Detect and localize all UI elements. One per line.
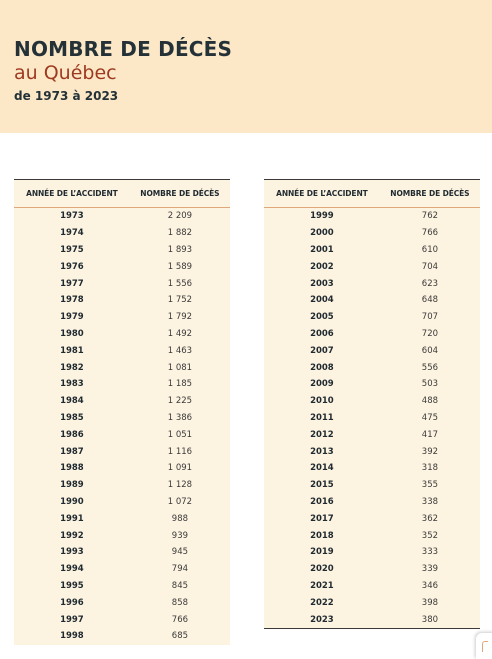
deaths-cell: 417 <box>421 429 439 440</box>
table-row <box>14 477 230 494</box>
year-cell: 1978 <box>60 295 84 306</box>
deaths-cell: 346 <box>421 580 439 591</box>
deaths-cell: 766 <box>421 228 439 239</box>
year-cell: 1974 <box>60 228 84 239</box>
deaths-cell: 1 589 <box>167 261 193 272</box>
table-row <box>14 578 230 595</box>
table-row <box>14 561 230 578</box>
table-row <box>264 258 480 275</box>
year-cell: 1981 <box>60 345 84 356</box>
deaths-cell: 380 <box>380 611 480 628</box>
deaths-cell: 858 <box>171 597 189 608</box>
deaths-cell: 1 556 <box>167 278 193 289</box>
period-label: de 1973 à 2023 <box>14 89 119 103</box>
deaths-cell: 845 <box>171 580 189 591</box>
deaths-cell: 794 <box>171 564 189 575</box>
table-row <box>264 443 480 460</box>
year-cell: 1988 <box>60 463 84 474</box>
table-row <box>14 410 230 427</box>
year-cell: 1982 <box>60 362 84 373</box>
deaths-cell: 339 <box>421 564 439 575</box>
year-cell: 2007 <box>310 345 334 356</box>
table-header-row <box>14 180 230 208</box>
table-row <box>264 494 480 511</box>
year-cell: 2017 <box>310 513 334 524</box>
table-row <box>14 494 230 511</box>
table-row <box>264 359 480 376</box>
table-row <box>264 510 480 527</box>
deaths-cell: 398 <box>421 597 439 608</box>
deaths-cell: 610 <box>421 244 439 255</box>
year-cell: 1984 <box>60 396 84 407</box>
year-cell: 2003 <box>310 278 334 289</box>
deaths-cell: 1 128 <box>167 480 193 491</box>
column-header-deaths: NOMBRE DE DÉCÈS <box>380 180 480 208</box>
deaths-cell: 556 <box>421 362 439 373</box>
deaths-cell: 338 <box>421 496 439 507</box>
table-row <box>14 611 230 628</box>
column-header-year: ANNÉE DE L’ACCIDENT <box>264 180 380 208</box>
table-row <box>14 460 230 477</box>
year-cell: 2016 <box>310 496 334 507</box>
table-row <box>264 309 480 326</box>
deaths-cell: 685 <box>171 631 189 642</box>
deaths-table-right <box>264 179 480 629</box>
deaths-cell: 392 <box>421 446 439 457</box>
table-header-row <box>264 180 480 208</box>
year-cell: 1985 <box>60 412 84 423</box>
year-cell: 2012 <box>310 429 334 440</box>
deaths-cell: 988 <box>171 513 189 524</box>
deaths-cell: 1 492 <box>167 328 193 339</box>
year-cell: 2018 <box>310 530 334 541</box>
table-row <box>14 342 230 359</box>
year-cell: 2014 <box>310 463 334 474</box>
table-row <box>14 376 230 393</box>
deaths-cell: 1 463 <box>167 345 193 356</box>
year-cell: 2002 <box>310 261 334 272</box>
table-row <box>14 527 230 544</box>
year-cell: 2001 <box>310 244 334 255</box>
deaths-cell: 1 116 <box>167 446 193 457</box>
table-row <box>14 426 230 443</box>
column-header-year: ANNÉE DE L’ACCIDENT <box>14 180 130 208</box>
table-row <box>264 460 480 477</box>
deaths-cell: 1 882 <box>167 228 193 239</box>
header-banner <box>0 0 492 133</box>
table-row <box>264 561 480 578</box>
year-cell: 2022 <box>310 597 334 608</box>
year-cell: 2005 <box>310 312 334 323</box>
year-cell: 1973 <box>60 211 84 222</box>
table-row <box>14 544 230 561</box>
table-row <box>264 225 480 242</box>
table-row <box>14 443 230 460</box>
deaths-cell: 355 <box>421 480 439 491</box>
table-row <box>14 225 230 242</box>
year-cell: 2000 <box>310 228 334 239</box>
year-cell: 1996 <box>60 597 84 608</box>
year-cell: 1986 <box>60 429 84 440</box>
year-cell: 2010 <box>310 396 334 407</box>
table-row <box>264 208 480 225</box>
deaths-cell: 488 <box>421 396 439 407</box>
year-cell: 2004 <box>310 295 334 306</box>
year-cell: 1999 <box>310 211 334 222</box>
table-row <box>264 544 480 561</box>
table-row <box>264 611 480 628</box>
year-cell: 2020 <box>310 564 334 575</box>
page-subtitle: au Québec <box>14 62 117 84</box>
table-row <box>14 258 230 275</box>
table-row <box>14 393 230 410</box>
table-row <box>14 208 230 225</box>
year-cell: 1976 <box>60 261 84 272</box>
deaths-cell: 352 <box>421 530 439 541</box>
page-curl-icon <box>476 633 492 659</box>
year-cell: 2019 <box>310 547 334 558</box>
deaths-cell: 318 <box>421 463 439 474</box>
year-cell: 1993 <box>60 547 84 558</box>
table-row <box>264 594 480 611</box>
year-cell: 2013 <box>310 446 334 457</box>
page-title: NOMBRE DE DÉCÈS <box>14 37 233 61</box>
deaths-cell: 333 <box>421 547 439 558</box>
table-row <box>14 326 230 343</box>
year-cell: 1975 <box>60 244 84 255</box>
table-body-left <box>14 208 230 645</box>
table-row <box>14 594 230 611</box>
deaths-cell: 1 185 <box>167 379 193 390</box>
year-cell: 1977 <box>60 278 84 289</box>
table-row <box>264 242 480 259</box>
deaths-cell: 939 <box>171 530 189 541</box>
year-cell: 1987 <box>60 446 84 457</box>
year-cell: 1992 <box>60 530 84 541</box>
table-row <box>264 477 480 494</box>
deaths-cell: 1 386 <box>167 412 193 423</box>
year-cell: 1990 <box>60 496 84 507</box>
table-row <box>14 292 230 309</box>
table-body-right <box>264 208 480 629</box>
deaths-cell: 720 <box>421 328 439 339</box>
year-cell: 2006 <box>310 328 334 339</box>
deaths-cell: 362 <box>421 513 439 524</box>
deaths-cell: 704 <box>421 261 439 272</box>
year-cell: 1991 <box>60 513 84 524</box>
deaths-cell: 623 <box>421 278 439 289</box>
deaths-cell: 604 <box>421 345 439 356</box>
deaths-cell: 945 <box>171 547 189 558</box>
deaths-cell: 1 091 <box>167 463 193 474</box>
column-header-deaths: NOMBRE DE DÉCÈS <box>130 180 230 208</box>
year-cell: 1994 <box>60 564 84 575</box>
deaths-cell: 1 752 <box>167 295 193 306</box>
deaths-cell: 1 792 <box>167 312 193 323</box>
deaths-cell: 503 <box>421 379 439 390</box>
year-cell: 1998 <box>60 631 84 642</box>
deaths-cell: 2 209 <box>167 211 193 222</box>
table-row <box>14 275 230 292</box>
table-row <box>264 578 480 595</box>
deaths-cell: 707 <box>421 312 439 323</box>
deaths-cell: 1 051 <box>167 429 193 440</box>
deaths-cell: 1 072 <box>167 496 193 507</box>
table-row <box>14 359 230 376</box>
year-cell: 2023 <box>264 611 380 628</box>
year-cell: 1995 <box>60 580 84 591</box>
year-cell: 2009 <box>310 379 334 390</box>
year-cell: 1989 <box>60 480 84 491</box>
deaths-table-left <box>14 179 230 645</box>
table-row <box>264 292 480 309</box>
table-row <box>264 393 480 410</box>
table-row <box>264 426 480 443</box>
table-row <box>14 242 230 259</box>
table-row <box>14 510 230 527</box>
deaths-cell: 762 <box>421 211 439 222</box>
year-cell: 2008 <box>310 362 334 373</box>
table-row <box>264 342 480 359</box>
table-row <box>264 326 480 343</box>
deaths-cell: 475 <box>421 412 439 423</box>
year-cell: 1997 <box>60 614 84 625</box>
year-cell: 2021 <box>310 580 334 591</box>
table-row <box>14 628 230 645</box>
year-cell: 1980 <box>60 328 84 339</box>
year-cell: 2011 <box>310 412 334 423</box>
table-row <box>264 275 480 292</box>
table-row <box>264 527 480 544</box>
deaths-cell: 648 <box>421 295 439 306</box>
year-cell: 2015 <box>310 480 334 491</box>
table-row <box>14 309 230 326</box>
table-row <box>264 376 480 393</box>
year-cell: 1979 <box>60 312 84 323</box>
deaths-cell: 1 893 <box>167 244 193 255</box>
deaths-cell: 1 081 <box>167 362 193 373</box>
year-cell: 1983 <box>60 379 84 390</box>
deaths-cell: 1 225 <box>167 396 193 407</box>
deaths-cell: 766 <box>171 614 189 625</box>
table-row <box>264 410 480 427</box>
